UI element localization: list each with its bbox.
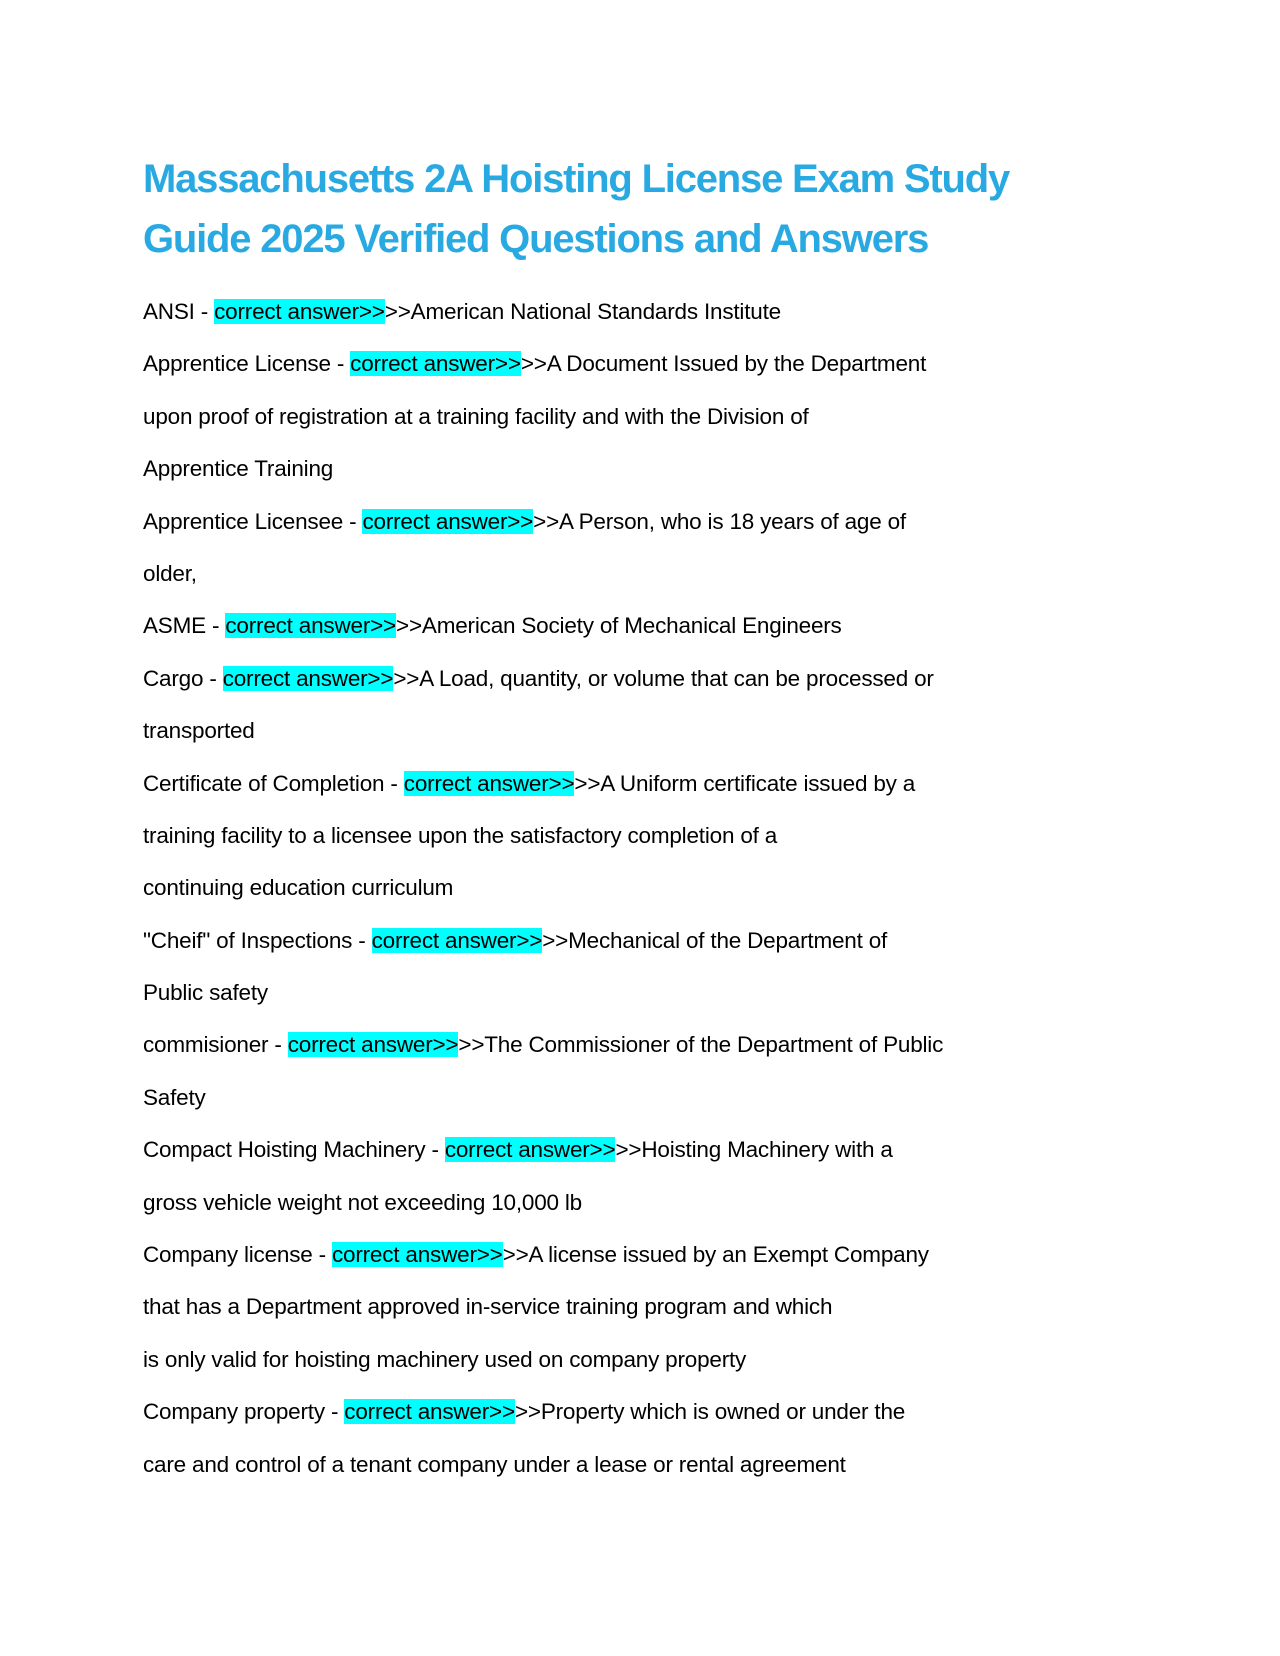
correct-answer-highlight: correct answer>>	[362, 508, 534, 534]
qa-line	[143, 758, 1233, 810]
answer-text: >>American Society of Mechanical Engineers	[396, 613, 842, 639]
term-text: commisioner -	[143, 1032, 288, 1058]
qa-line	[143, 338, 1233, 390]
correct-answer-highlight: correct answer>>	[225, 613, 397, 639]
qa-continuation-line: Safety	[143, 1084, 206, 1110]
qa-line	[143, 653, 1233, 705]
term-text: Apprentice License -	[143, 351, 351, 377]
qa-continuation-line: older,	[143, 560, 197, 586]
term-text: Certificate of Completion -	[143, 770, 404, 796]
term-text: Company license -	[143, 1242, 332, 1268]
page-title-line-2: Guide 2025 Verified Questions and Answers	[143, 217, 929, 261]
qa-continuation-line: Public safety	[143, 980, 268, 1006]
qa-continuation-line: Apprentice Training	[143, 456, 334, 482]
answer-text: >>Hoisting Machinery with a	[615, 1137, 893, 1163]
correct-answer-highlight: correct answer>>	[344, 1399, 515, 1425]
correct-answer-highlight: correct answer>>	[222, 665, 394, 691]
qa-continuation-line: care and control of a tenant company under a lease or rental agreement	[143, 1451, 846, 1477]
qa-line	[143, 496, 1233, 548]
qa-continuation-line: gross vehicle weight not exceeding 10,000 lb	[143, 1189, 582, 1215]
term-text: "Cheif" of Inspections -	[143, 927, 372, 953]
answer-text: >>Property which is owned or under the	[514, 1399, 906, 1425]
qa-line	[143, 286, 1233, 338]
qa-line	[143, 1386, 1233, 1438]
document-content	[143, 149, 1233, 1491]
correct-answer-highlight: correct answer>>	[214, 299, 385, 324]
page-title	[143, 149, 1233, 269]
qa-line	[143, 1229, 1233, 1281]
qa-line	[143, 1019, 1233, 1071]
page-title-line-1: Massachusetts 2A Hoisting License Exam Study	[143, 157, 1010, 201]
term-text: ASME -	[143, 613, 226, 639]
correct-answer-highlight: correct answer>>	[350, 351, 521, 377]
term-text: Cargo -	[143, 665, 223, 691]
qa-continuation-line: transported	[143, 718, 255, 744]
answer-text: >>The Commissioner of the Department of Public	[458, 1032, 944, 1058]
answer-text: >>A Load, quantity, or volume that can be processed or	[393, 665, 934, 691]
term-text: ANSI -	[143, 299, 215, 324]
term-text: Apprentice Licensee -	[143, 508, 363, 534]
answer-text: >>A license issued by an Exempt Company	[502, 1242, 929, 1268]
answer-text: >>Mechanical of the Department of	[542, 927, 888, 953]
correct-answer-highlight: correct answer>>	[331, 1242, 503, 1268]
answer-text: >>A Document Issued by the Department	[520, 351, 927, 377]
qa-continuation-line: upon proof of registration at a training facility and with the Division of	[143, 403, 809, 429]
qa-continuation-line: that has a Department approved in-service training program and which	[143, 1294, 833, 1320]
qa-continuation-line: continuing education curriculum	[143, 875, 454, 901]
qa-line	[143, 915, 1233, 967]
term-text: Company property -	[143, 1399, 345, 1425]
qa-continuation-line: is only valid for hoisting machinery used on company property	[143, 1346, 747, 1372]
correct-answer-highlight: correct answer>>	[371, 927, 543, 953]
answer-text: >>American National Standards Institute	[384, 299, 781, 324]
answer-text: >>A Uniform certificate issued by a	[574, 770, 916, 796]
qa-line	[143, 1124, 1233, 1176]
qa-line	[143, 600, 1233, 652]
answer-text: >>A Person, who is 18 years of age of	[533, 508, 906, 534]
term-text: Compact Hoisting Machinery -	[143, 1137, 445, 1163]
correct-answer-highlight: correct answer>>	[403, 770, 575, 796]
correct-answer-highlight: correct answer>>	[444, 1137, 616, 1163]
qa-continuation-line: training facility to a licensee upon the satisfactory completion of a	[143, 822, 778, 848]
correct-answer-highlight: correct answer>>	[287, 1032, 459, 1058]
qa-entries	[143, 286, 1233, 1491]
